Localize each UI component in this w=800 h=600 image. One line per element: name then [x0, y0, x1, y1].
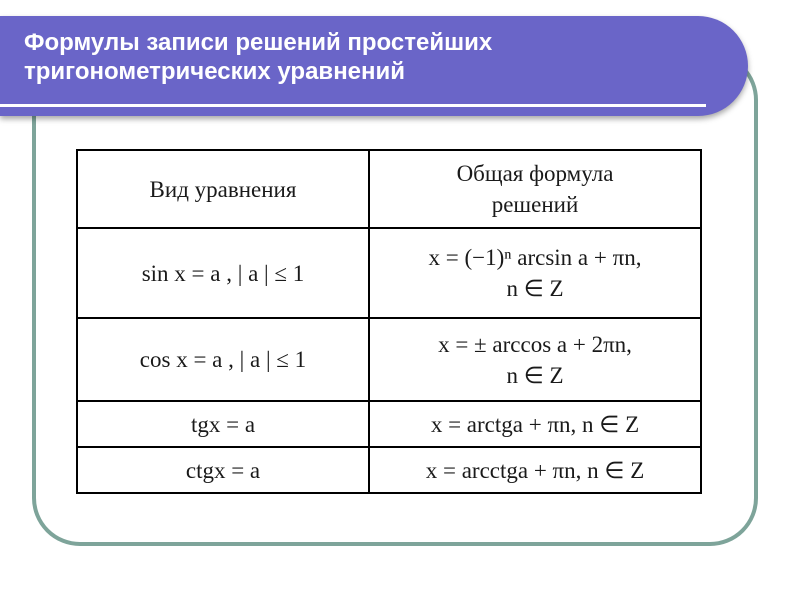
- solution-line-1: x = (−1)ⁿ arcsin a + πn,: [428, 245, 642, 270]
- equation-text: ctgx = a: [185, 457, 261, 483]
- header-general-formula: [369, 150, 701, 228]
- table-row: [77, 401, 701, 447]
- solution-cell: [369, 447, 701, 493]
- header-general-formula-line-1: Общая формула: [456, 161, 614, 186]
- table-row: [77, 318, 701, 401]
- equation-cell: [77, 447, 369, 493]
- solution-cell: [369, 228, 701, 318]
- slide-title-line-2: тригонометрических уравнений: [24, 58, 406, 85]
- solution-line-1: x = arctga + πn, n ∈ Z: [430, 411, 640, 437]
- equation-text: sin x = a , | a | ≤ 1: [141, 260, 305, 286]
- slide-title: [24, 28, 674, 86]
- equation-cell: [77, 228, 369, 318]
- solution-line-2: n ∈ Z: [506, 362, 564, 388]
- table-header-row: [77, 150, 701, 228]
- equation-cell: [77, 401, 369, 447]
- solution-cell: [369, 401, 701, 447]
- solution-cell: [369, 318, 701, 401]
- table-row: [77, 447, 701, 493]
- title-underline: [0, 104, 706, 107]
- equation-text: tgx = a: [190, 411, 256, 437]
- solution-line-2: n ∈ Z: [506, 276, 564, 301]
- header-equation-type-text: Вид уравнения: [149, 176, 297, 202]
- equation-cell: [77, 318, 369, 401]
- header-equation-type: [77, 150, 369, 228]
- header-general-formula-line-2: решений: [491, 192, 579, 217]
- equation-text: cos x = a , | a | ≤ 1: [139, 347, 307, 372]
- table-row: [77, 228, 701, 318]
- slide-title-line-1: Формулы записи решений простейших: [24, 29, 493, 56]
- solution-line-1: x = ± arccos a + 2πn,: [438, 331, 632, 357]
- formulas-table: [76, 149, 702, 494]
- solution-line-1: x = arcctga + πn, n ∈ Z: [425, 457, 645, 483]
